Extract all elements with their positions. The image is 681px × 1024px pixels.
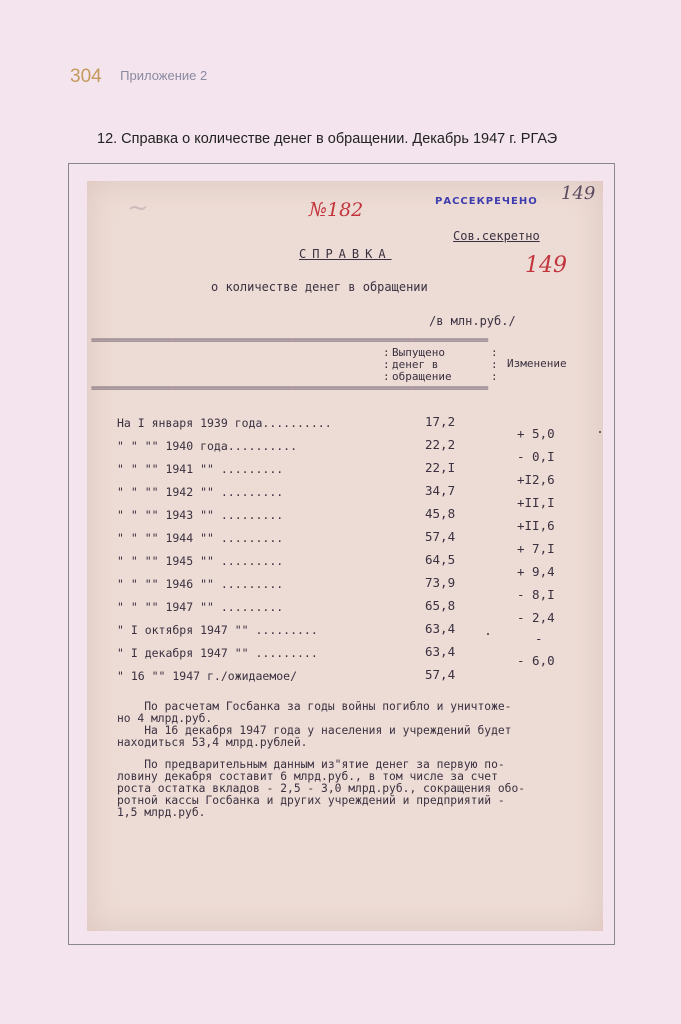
table-row-label: На I января 1939 года.......... xyxy=(117,416,332,430)
table-row-label: " " "" 1946 "" ......... xyxy=(117,577,284,591)
change-value: + 5,0 xyxy=(517,426,555,441)
bleed-through-mark: ~ xyxy=(127,193,149,223)
table-row-value: 64,5 xyxy=(425,552,456,567)
column-divider: : : : xyxy=(383,346,390,383)
change-value: - xyxy=(535,631,543,646)
table-row-label: " " "" 1947 "" ......... xyxy=(117,600,284,614)
table-row-value: 22,2 xyxy=(425,437,456,452)
note-paragraph: По расчетам Госбанка за годы войны погибло и уничтоже- но 4 млрд.руб. На 16 декабря 1947 года у населения и учреждений будет находиться 53,4 млрд.рублей. xyxy=(117,700,512,749)
table-row-value: 34,7 xyxy=(425,483,456,498)
page-number: 304 xyxy=(70,66,102,87)
table-row-label: " I октября 1947 "" ......... xyxy=(117,623,318,637)
separator-line: =============================================================================== xyxy=(91,383,488,394)
page-header xyxy=(70,66,207,92)
table-row-value: 63,4 xyxy=(425,644,456,659)
column-divider: : : : xyxy=(491,346,498,383)
change-value: + 7,I xyxy=(517,541,555,556)
margin-mark xyxy=(599,431,601,433)
table-row-label: " " "" 1943 "" ......... xyxy=(117,508,284,522)
archival-document xyxy=(87,181,603,931)
table-row-value: 57,4 xyxy=(425,529,456,544)
table-row-value: 65,8 xyxy=(425,598,456,613)
declassified-stamp: РАССЕКРЕЧЕНО xyxy=(435,196,538,207)
table-row-value: 63,4 xyxy=(425,621,456,636)
table-row-label: " I декабря 1947 "" ......... xyxy=(117,646,318,660)
document-title: СПРАВКА xyxy=(299,247,392,261)
change-value: +II,6 xyxy=(517,518,555,533)
classification: Сов.секретно xyxy=(453,229,540,243)
red-page-number: 149 xyxy=(525,253,567,278)
table-row-value: 22,I xyxy=(425,460,456,475)
table-row-value: 17,2 xyxy=(425,414,456,429)
change-value: - 2,4 xyxy=(517,610,555,625)
note-paragraph: По предварительным данным из"ятие денег за первую по- ловину декабря составит 6 млрд.руб., в том числе за счет роста остатка вкладов - 2,5 - 3,0 млрд.руб., сокращения обо- ротной кассы Госбанка и других учреждений и предприятий - 1,5 млрд.руб. xyxy=(117,758,526,819)
pencil-page-number: 149 xyxy=(561,183,596,204)
change-value: - 0,I xyxy=(517,449,555,464)
figure-caption: 12. Справка о количестве денег в обращении. Декабрь 1947 г. РГАЭ xyxy=(97,131,558,147)
table-row-value: 73,9 xyxy=(425,575,456,590)
document-subtitle: о количестве денег в обращении xyxy=(211,280,428,294)
change-value: - 6,0 xyxy=(517,653,555,668)
table-row-value: 57,4 xyxy=(425,667,456,682)
column-header-change: Изменение xyxy=(507,357,567,370)
units-note: /в млн.руб./ xyxy=(429,314,516,328)
handwritten-number: №182 xyxy=(309,199,364,221)
section-name: Приложение 2 xyxy=(120,68,208,83)
separator-line: =============================================================================== xyxy=(91,335,488,346)
table-row-label: " " "" 1945 "" ......... xyxy=(117,554,284,568)
table-row-label: " " "" 1942 "" ......... xyxy=(117,485,284,499)
table-row-label: " " "" 1940 года.......... xyxy=(117,439,298,453)
table-row-label: " " "" 1941 "" ......... xyxy=(117,462,284,476)
change-value: +II,I xyxy=(517,495,555,510)
margin-mark xyxy=(487,633,489,635)
column-header-issued: Выпущено денег в обращение xyxy=(392,346,452,383)
table-row-label: " 16 "" 1947 г./ожидаемое/ xyxy=(117,669,298,683)
table-row-label: " " "" 1944 "" ......... xyxy=(117,531,284,545)
change-value: + 9,4 xyxy=(517,564,555,579)
table-row-value: 45,8 xyxy=(425,506,456,521)
change-value: - 8,I xyxy=(517,587,555,602)
change-value: +I2,6 xyxy=(517,472,555,487)
